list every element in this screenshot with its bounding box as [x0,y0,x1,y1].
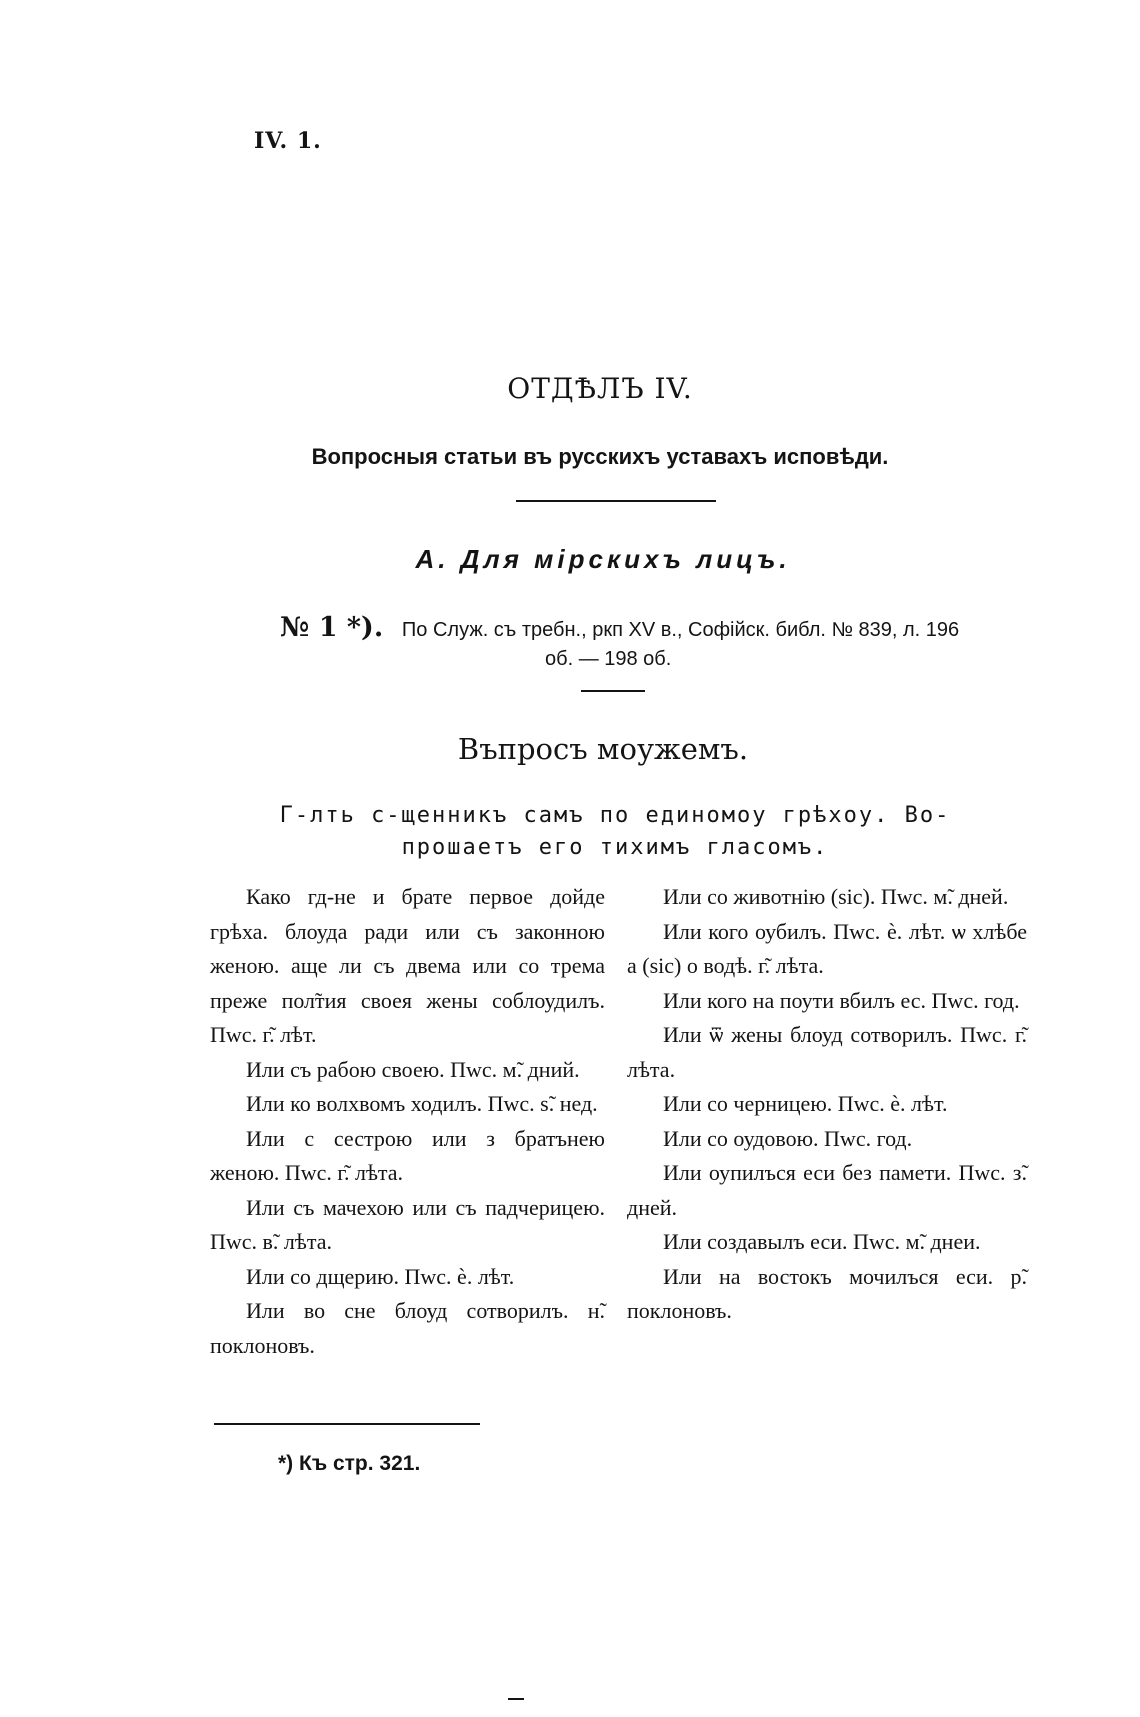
question-entry: Или оупилъся еси без памети. Пwс. з̃. дней. [627,1160,1027,1220]
source-divider [581,690,645,692]
question-entry: Или со оудовою. Пwс. год. [663,1125,913,1151]
question-entry: Или со черницею. Пwс. ѐ. лѣт. [663,1091,948,1116]
question-entry: Како гд-не и брате первое дойде грѣха. блоуда ради или съ законною женою. аще ли съ двема или со трема преже пол̃тия своея жены соблоудилъ. Пwс. г̃. лѣт. [210,884,605,1047]
section-subtitle: Вопросныя статьи въ русскихъ уставахъ исповѣди. [311,444,889,469]
question-entry: Или создавылъ еси. Пwс. м̃. днеи. [663,1229,981,1254]
chapter-heading: Въпросъ моужемъ. [457,732,749,766]
question-entry: Или съ рабою своею. Пwс. м̃. дний. [246,1056,580,1082]
rubric-line: прошаетъ его тихимъ гласомъ. [401,835,829,860]
source-number: № 1 *). [280,612,384,643]
question-entry: Или со дщерию. Пwс. ѐ. лѣт. [246,1263,515,1289]
question-entry: Или кого оубилъ. Пwс. ѐ. лѣт. ѡ хлѣбе а (sic) о водѣ. г̃. лѣта. [627,918,1027,978]
source-text: По Служ. съ требн., ркп XV в., Софійск. библ. № 839, л. 196 [401,619,960,641]
question-entry: Или ко волхвомъ ходилъ. Пwс. ѕ̃. нед. [246,1091,598,1116]
right-column [627,880,1027,1329]
left-column [210,880,605,1363]
question-entry: Или съ мачехою или съ падчерицею. Пwс. в̃. лѣта. [210,1194,605,1254]
question-entry: Или кого на поути вбилъ ес. Пwс. год. [663,987,1020,1013]
subsection-heading: А. Для мірскихъ лицъ. [415,544,791,574]
question-entry: Или во сне блоуд сотворилъ. н̃. поклоновъ. [210,1298,605,1358]
question-entry: Или со животнію (sic). Пwс. м̃. дней. [663,884,1009,909]
footnote-rule [214,1423,480,1425]
page-number: IV. 1. [254,128,322,154]
question-entry: Или с сестрою или з братънею женою. Пwс. г̃. лѣта. [210,1125,605,1185]
source-text-continued: об. — 198 об. [545,648,672,670]
source-block [280,612,1020,670]
bottom-mark [508,1698,524,1700]
question-entry: Или ѿ жены блоуд сотворилъ. Пwс. г̃. лѣта. [627,1022,1027,1082]
question-entry: Или на востокъ мочилъся еси. р̃. поклоновъ. [627,1263,1027,1323]
rubric-line: Г-лть с-щенникъ самъ по единомоу грѣхоу. Во- [279,803,951,828]
section-title: ОТДѢЛЪ IV. [507,372,693,405]
section-divider [516,500,716,502]
rubric [210,800,1020,864]
footnote: *) Къ стр. 321. [278,1452,421,1475]
